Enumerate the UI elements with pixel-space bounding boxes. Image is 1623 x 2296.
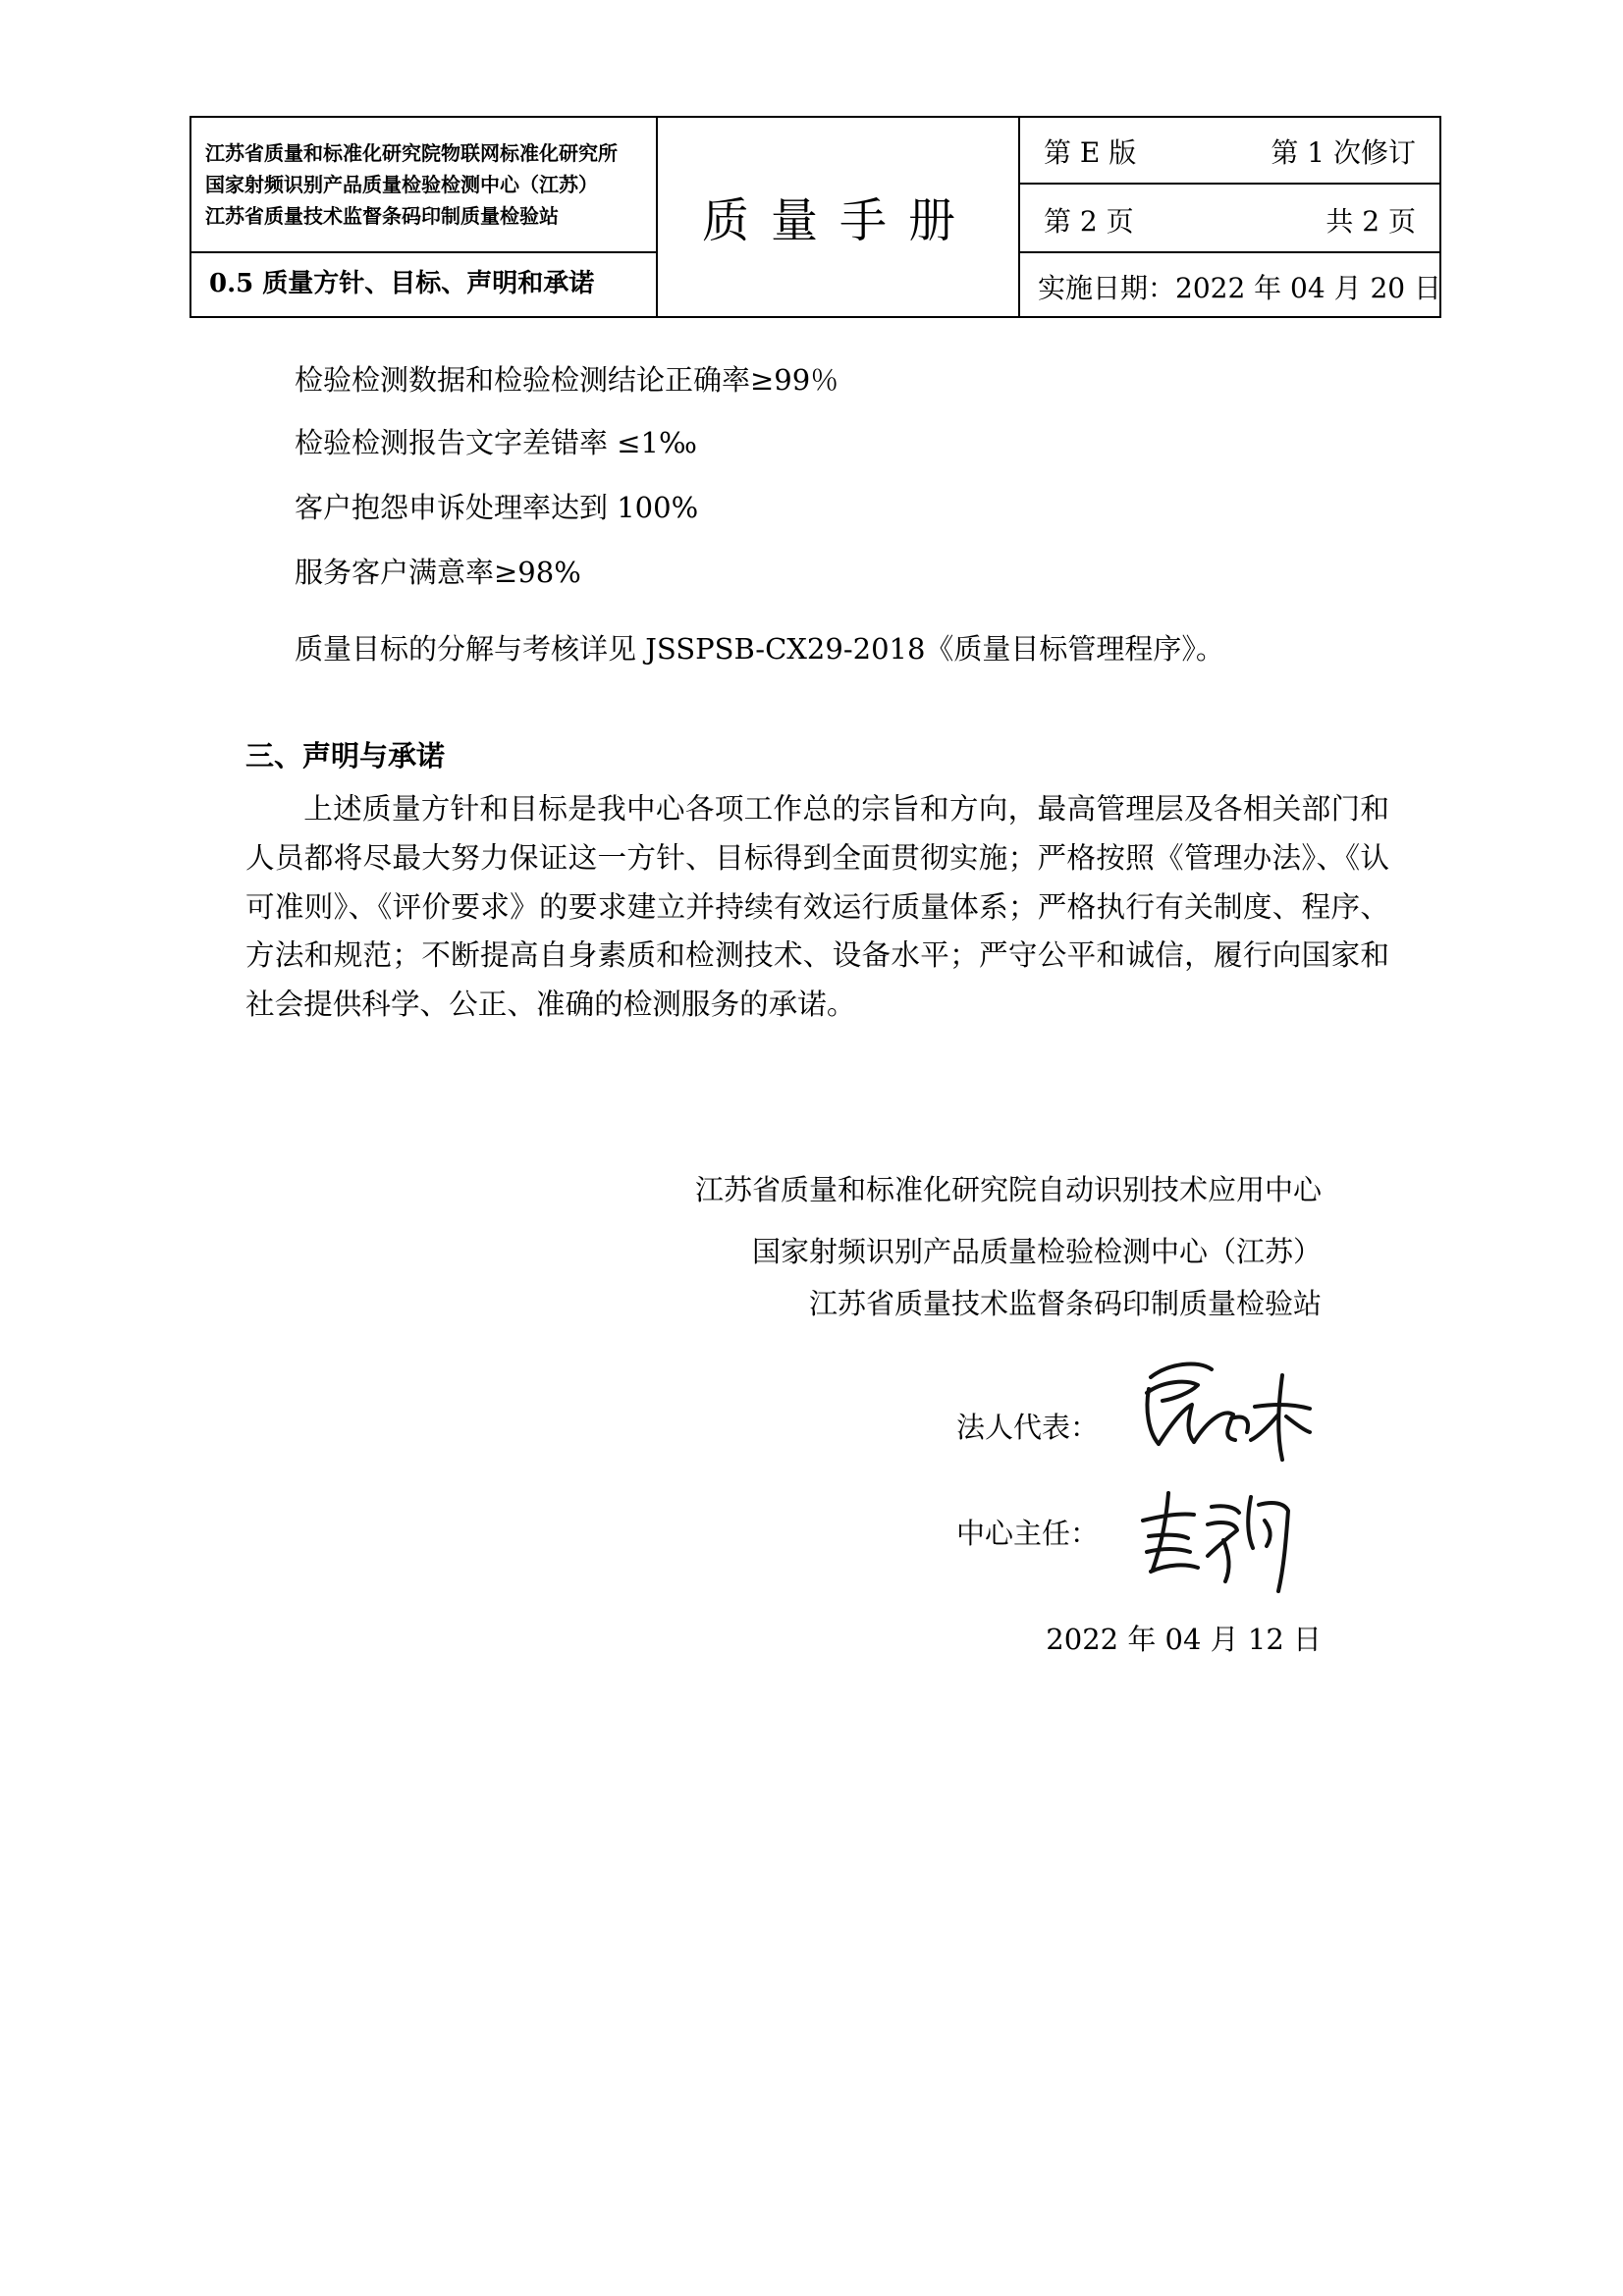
quality-target-note: 质量目标的分解与考核详见 JSSPSB-CX29-2018《质量目标管理程序》。 [295, 632, 1224, 666]
header-revision: 第 1 次修订 [1271, 136, 1416, 169]
quality-target-item: 检验检测数据和检验检测结论正确率≥99％ [295, 363, 839, 397]
declaration-heading: 三、声明与承诺 [245, 739, 446, 773]
signatory-org-line: 江苏省质量和标准化研究院自动识别技术应用中心 [694, 1173, 1322, 1206]
header-manual-title: 质量手册 [701, 193, 977, 248]
signature-date: 2022 年 04 月 12 日 [1046, 1623, 1322, 1656]
header-effective-date: 实施日期：2022 年 04 月 20 日 [1038, 272, 1442, 304]
legal-rep-signature [1129, 1350, 1316, 1463]
header-org-line: 江苏省质量技术监督条码印制质量检验站 [205, 204, 559, 228]
quality-target-item: 服务客户满意率≥98% [295, 556, 581, 589]
document-header-table [189, 116, 1441, 318]
director-signature [1129, 1477, 1306, 1595]
header-section-title: 0.5 质量方针、目标、声明和承诺 [209, 269, 595, 298]
declaration-paragraph: 上述质量方针和目标是我中心各项工作总的宗旨和方向，最高管理层及各相关部门和人员都将尽最大努力保证这一方针、目标得到全面贯彻实施；严格按照《管理办法》、《认可准则》、《评价要求》的要求建立并持续有效运行质量体系；严格执行有关制度、程序、方法和规范；不断提高自身素质和检测技术、设备水平；严守公平和诚信，履行向国家和社会提供科学、公正、准确的检测服务的承诺。 [245, 792, 1389, 1022]
director-label: 中心主任： [956, 1517, 1100, 1550]
signatory-org-line: 江苏省质量技术监督条码印制质量检验站 [808, 1287, 1322, 1320]
header-page-number: 第 2 页 [1044, 205, 1134, 238]
header-edition: 第 E 版 [1044, 136, 1137, 169]
quality-target-item: 检验检测报告文字差错率 ≤1‰ [295, 426, 697, 459]
header-divider [1018, 183, 1439, 185]
legal-rep-label: 法人代表： [956, 1411, 1100, 1444]
header-org-line: 江苏省质量和标准化研究院物联网标准化研究所 [205, 141, 618, 165]
header-total-pages: 共 2 页 [1325, 205, 1416, 238]
signatory-org-line: 国家射频识别产品质量检验检测中心（江苏） [751, 1235, 1322, 1268]
header-divider [1018, 251, 1439, 253]
header-divider [191, 251, 656, 253]
header-org-line: 国家射频识别产品质量检验检测中心（江苏） [205, 173, 598, 196]
quality-target-item: 客户抱怨申诉处理率达到 100% [295, 491, 699, 524]
